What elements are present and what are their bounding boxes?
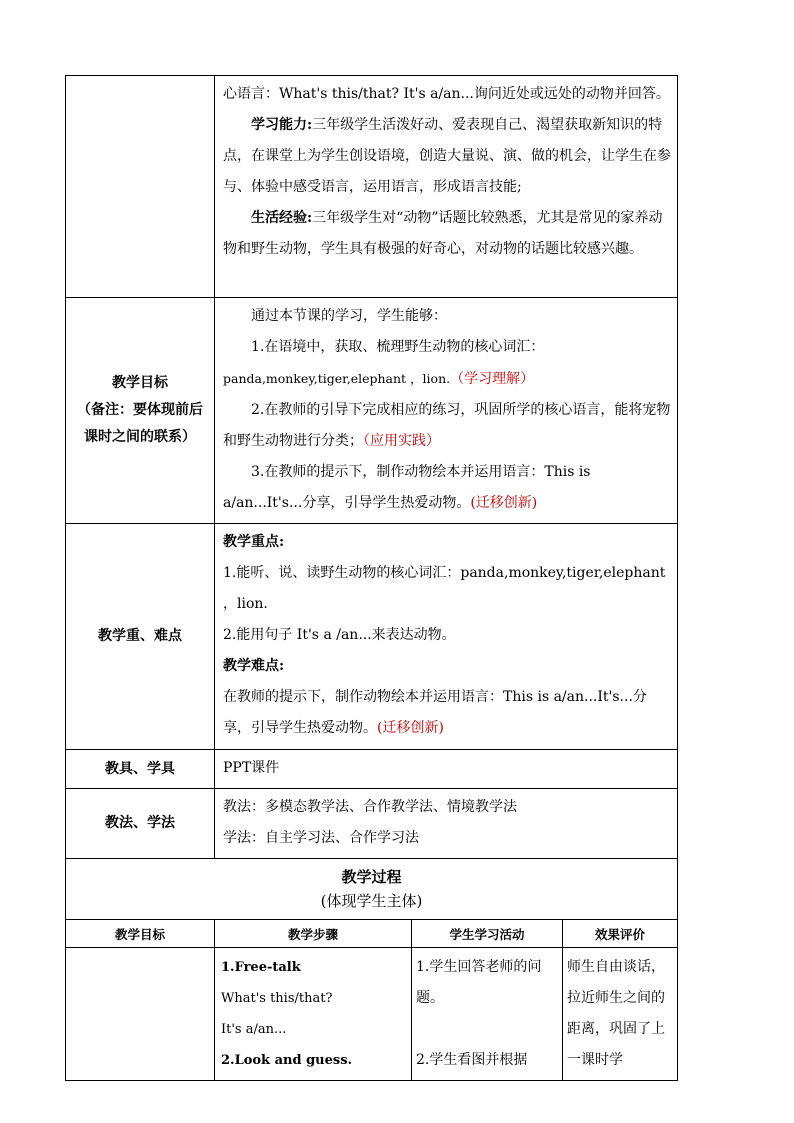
column-header-activities: 学生学习活动	[412, 920, 563, 948]
process-header-cell	[66, 859, 678, 920]
learning-method: 学法：自主学习法、合作学习法	[223, 830, 419, 846]
empty-label-cell	[66, 76, 215, 298]
teaching-goals-label: 教学目标	[112, 375, 168, 391]
life-experience-paragraph	[223, 203, 671, 265]
goal-item-1-tag: （学习理解）	[450, 371, 535, 387]
tools-value: PPT课件	[215, 750, 678, 789]
step-1-question: What's this/that?	[221, 991, 333, 1006]
teaching-goals-content	[215, 298, 678, 524]
row-learner-analysis	[66, 76, 678, 298]
process-subtitle: (体现学生主体)	[320, 892, 423, 910]
teaching-method: 教法：多模态教学法、合作教学法、情境教学法	[223, 799, 517, 815]
process-title: 教学过程	[341, 868, 402, 886]
teaching-goals-note: （备注：要体现前后课时之间的联系）	[77, 402, 203, 445]
row-key-points	[66, 524, 678, 750]
row-process-step	[66, 948, 678, 1081]
life-experience-text: 三年级学生对“动物”话题比较熟悉，尤其是常见的家养动物和野生动物，学生具有极强的好奇心，对动物的话题比较感兴趣。	[223, 210, 663, 257]
teaching-goals-label-cell	[66, 298, 215, 524]
key-points-content	[215, 524, 678, 750]
tools-label: 教具、学具	[66, 750, 215, 789]
learning-ability-label: 学习能力:	[251, 117, 313, 133]
key-point-1: 1.能听、说、读野生动物的核心词汇：panda,monkey,tiger,elephant ，lion.	[223, 565, 666, 612]
evaluation-text: 师生自由谈话，拉近师生之间的距离，巩固了上一课时学	[567, 959, 665, 1068]
step-1-answer: It's a/an...	[221, 1022, 287, 1037]
process-steps-cell	[215, 948, 412, 1081]
process-evaluation-cell	[563, 948, 678, 1081]
methods-content	[215, 789, 678, 859]
learning-ability-paragraph	[223, 110, 671, 203]
goals-intro: 通过本节课的学习，学生能够：	[251, 308, 447, 324]
row-process-header	[66, 859, 678, 920]
learner-analysis-content	[215, 76, 678, 298]
process-goal-cell	[66, 948, 215, 1081]
step-1-title: 1.Free-talk	[221, 960, 301, 975]
difficulty-tag: (迁移创新)	[377, 720, 444, 736]
goal-item-2: 2.在教师的引导下完成相应的练习，巩固所学的核心语言，能将宠物和野生动物进行分类；（应用实践）	[223, 402, 671, 449]
key-point-2: 2.能用句子 It's a /an...来表达动物。	[223, 627, 456, 643]
goal-item-3-tag: (迁移创新)	[470, 495, 538, 511]
column-header-goal: 教学目标	[66, 920, 215, 948]
goal-item-3: 3.在教师的提示下，制作动物绘本并运用语言：This is a/an...It's...分享，引导学生热爱动物。(迁移创新)	[223, 464, 591, 511]
key-points-label: 教学重、难点	[66, 524, 215, 750]
activity-2: 2.学生看图并根据	[416, 1052, 528, 1068]
methods-label: 教法、学法	[66, 789, 215, 859]
row-methods	[66, 789, 678, 859]
learning-ability-text: 三年级学生活泼好动、爱表现自己、渴望获取新知识的特点，在课堂上为学生创设语境，创造大量说、演、做的机会，让学生在参与、体验中感受语言，运用语言，形成语言技能;	[223, 117, 671, 195]
activity-1: 1.学生回答老师的问题。	[416, 959, 542, 1006]
column-header-evaluation: 效果评价	[563, 920, 678, 948]
core-language-line: 心语言：What's this/that? It's a/an...询问近处或远处的动物并回答。	[223, 86, 670, 102]
column-header-steps: 教学步骤	[215, 920, 412, 948]
row-teaching-goals	[66, 298, 678, 524]
goal-item-1: 1.在语境中，获取、梳理野生动物的核心词汇：panda,monkey,tiger,elephant ，lion.（学习理解）	[223, 339, 545, 387]
row-tools	[66, 750, 678, 789]
row-process-columns	[66, 920, 678, 948]
goal-item-2-tag: （应用实践）	[363, 433, 440, 449]
goal-item-1-words: panda,monkey,tiger,elephant ，lion.	[223, 371, 451, 386]
process-activities-cell	[412, 948, 563, 1081]
life-experience-label: 生活经验:	[251, 210, 313, 226]
step-2-title: 2.Look and guess.	[221, 1053, 353, 1068]
lesson-plan-table	[65, 75, 678, 1081]
difficulty-title: 教学难点:	[223, 658, 285, 674]
difficulty-text: 在教师的提示下，制作动物绘本并运用语言：This is a/an...It's...分享，引导学生热爱动物。(迁移创新)	[223, 689, 647, 736]
key-points-title: 教学重点:	[223, 534, 285, 550]
